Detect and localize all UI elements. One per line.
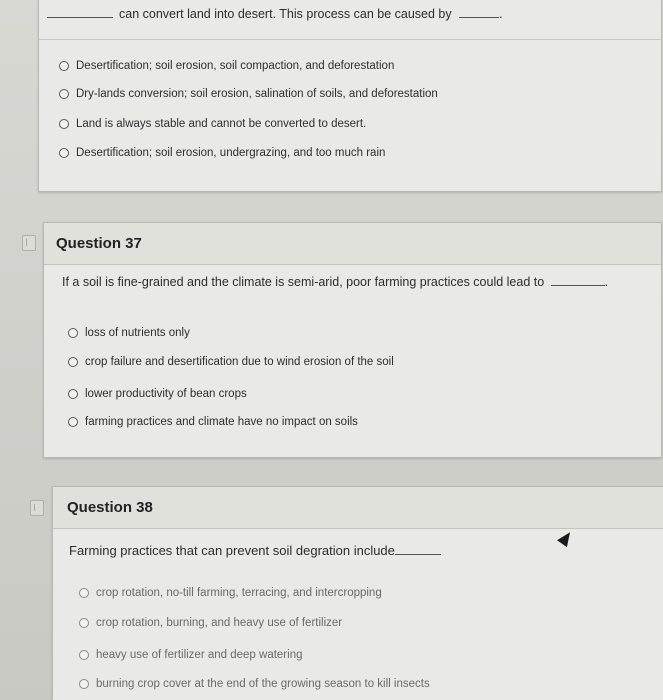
question-38-title: Question 38 <box>67 499 153 516</box>
option-label: crop rotation, no-till farming, terracing, and intercropping <box>96 587 382 599</box>
question-38-stem-text: Farming practices that can prevent soil degration include <box>69 543 395 558</box>
radio-button[interactable] <box>59 61 69 71</box>
option-label: crop failure and desertification due to wind erosion of the soil <box>85 356 394 368</box>
radio-button[interactable] <box>59 119 69 129</box>
flag-question-icon[interactable] <box>30 500 44 516</box>
question-37-period: . <box>604 275 609 289</box>
radio-button[interactable] <box>79 679 89 689</box>
question-38-option-1[interactable] <box>79 587 382 599</box>
question-36-option-3[interactable] <box>59 118 366 130</box>
question-37-card <box>43 222 662 458</box>
option-label: farming practices and climate have no impact on soils <box>85 416 358 428</box>
option-label: burning crop cover at the end of the growing season to kill insects <box>96 678 430 690</box>
option-label: Dry-lands conversion; soil erosion, salination of soils, and deforestation <box>76 88 438 100</box>
question-36-divider <box>39 39 663 40</box>
question-36-stem <box>47 7 503 21</box>
question-36-card <box>38 0 662 192</box>
question-37-blank <box>551 285 605 286</box>
question-36-option-1[interactable] <box>59 60 394 72</box>
radio-button[interactable] <box>68 328 78 338</box>
question-38-option-2[interactable] <box>79 617 342 629</box>
question-38-option-4[interactable] <box>79 678 430 690</box>
flag-question-icon[interactable] <box>22 235 36 251</box>
option-label: Desertification; soil erosion, undergrazing, and too much rain <box>76 147 386 159</box>
option-label: Desertification; soil erosion, soil compaction, and deforestation <box>76 60 395 72</box>
question-37-title: Question 37 <box>56 235 142 252</box>
question-38-option-3[interactable] <box>79 649 302 661</box>
radio-button[interactable] <box>68 357 78 367</box>
question-36-blank-2 <box>459 17 499 18</box>
question-36-period: . <box>499 7 503 21</box>
question-36-stem-text: can convert land into desert. This process can be caused by <box>119 7 452 21</box>
radio-button[interactable] <box>68 389 78 399</box>
radio-button[interactable] <box>79 650 89 660</box>
option-label: loss of nutrients only <box>85 327 190 339</box>
option-label: lower productivity of bean crops <box>85 388 247 400</box>
question-37-header <box>44 223 661 265</box>
radio-button[interactable] <box>59 148 69 158</box>
question-37-option-3[interactable] <box>68 388 247 400</box>
question-37-option-2[interactable] <box>68 356 394 368</box>
radio-button[interactable] <box>59 89 69 99</box>
question-36-blank-1 <box>47 17 113 18</box>
radio-button[interactable] <box>68 417 78 427</box>
question-37-option-1[interactable] <box>68 327 190 339</box>
option-label: heavy use of fertilizer and deep watering <box>96 649 303 661</box>
question-37-option-4[interactable] <box>68 416 358 428</box>
question-38-card <box>52 486 663 700</box>
option-label: Land is always stable and cannot be converted to desert. <box>76 118 367 130</box>
question-38-header <box>53 487 663 529</box>
question-36-option-4[interactable] <box>59 147 385 159</box>
question-36-option-2[interactable] <box>59 88 438 100</box>
question-38-stem <box>69 543 441 558</box>
question-38-blank <box>395 554 441 555</box>
option-label: crop rotation, burning, and heavy use of fertilizer <box>96 617 343 629</box>
question-37-stem-text: If a soil is fine-grained and the climate is semi-arid, poor farming practices could lead to <box>62 275 545 289</box>
radio-button[interactable] <box>79 588 89 598</box>
question-37-stem <box>62 275 608 289</box>
radio-button[interactable] <box>79 618 89 628</box>
